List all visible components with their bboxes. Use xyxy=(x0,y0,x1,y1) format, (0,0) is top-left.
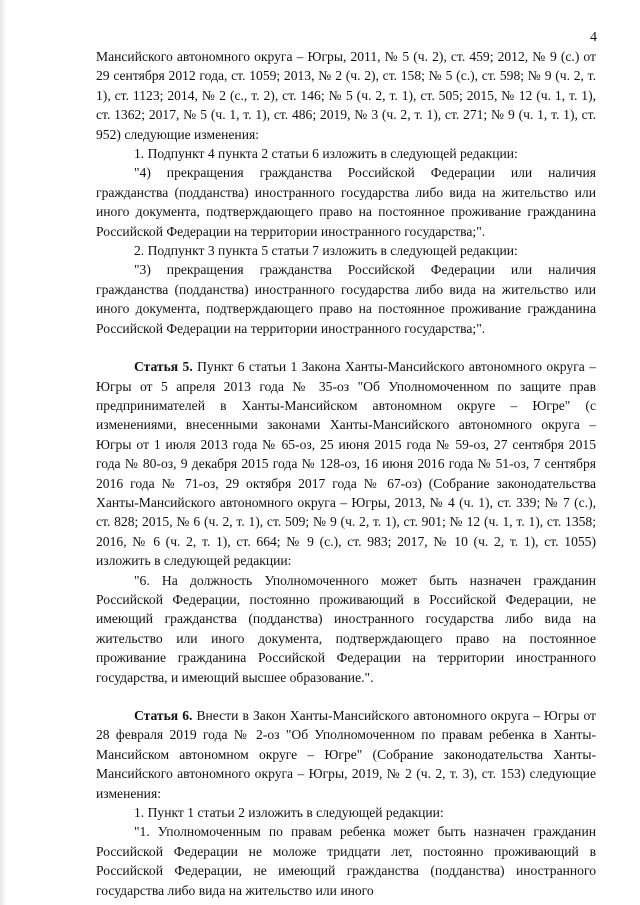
article-6-text: Внести в Закон Ханты-Мансийского автономного округа – Югры от 28 февраля 2019 года № 2-оз "Об Уполномоченном по правам ребенка в Ханты-Мансийском автономном округе – Югре" (Собрание законодательства Ханты-Мансийского автономного округа – Югры, 2019, № 2 (ч. 2, т. 3), ст. 153) следующие изменения: xyxy=(96,708,596,801)
paragraph-continuation: Мансийского автономного округа – Югры, 2011, № 5 (ч. 2), ст. 459; 2012, № 9 (с.) от 29 сентября 2012 года, ст. 1059; 2013, № 2 (ч. 2), ст. 158; № 5 (с.), ст. 598; № 9 (ч. 2, т. 1), ст. 1123; 2014, № 2 (с., т. 2), ст. 146; № 5 (ч. 2, т. 1), ст. 505; 2015, № 12 (ч. 1, т. 1), ст. 1362; 2017, № 5 (ч. 1, т. 1), ст. 486; 2019, № 3 (ч. 2, т. 1), ст. 271; № 9 (ч. 1, т. 1), ст. 952) следующие изменения: xyxy=(96,49,596,142)
article-6-label: Статья 6. xyxy=(134,708,193,723)
page-number: 4 xyxy=(590,30,597,45)
scan-edge-shadow xyxy=(0,0,6,905)
document-body xyxy=(96,47,596,900)
article-6-item-1: 1. Пункт 1 статьи 2 изложить в следующей редакции: xyxy=(134,805,444,821)
article-5 xyxy=(96,357,596,570)
amendment-item-1: 1. Подпункт 4 пункта 2 статьи 6 изложить в следующей редакции: xyxy=(134,146,518,162)
article-6-quote: "1. Уполномоченным по правам ребенка может быть назначен гражданин Российской Федерации не моложе тридцати лет, постоянно проживающий в Российской Федерации, не имеющий гражданства (подданства) иностранного государства либо вида на жительство или иного xyxy=(96,824,596,898)
article-5-text: Пункт 6 статьи 1 Закона Ханты-Мансийского автономного округа – Югры от 5 апреля 2013 года № 35-оз "Об Уполномоченном по защите прав предпринимателей в Ханты-Мансийском автономном округе – Югре" (с изменениями, внесенными законами Ханты-Мансийского автономного округа – Югры от 1 июля 2013 года № 65-оз, 25 июня 2015 года № 59-оз, 27 сентября 2015 года № 80-оз, 9 декабря 2015 года № 128-оз, 16 июня 2016 года № 51-оз, 7 сентября 2016 года № 71-оз, 29 октября 2017 года № 67-оз) (Собрание законодательства Ханты-Мансийского автономного округа – Югры, 2013, № 4 (ч. 1), ст. 339; № 7 (с.), ст. 828; 2015, № 6 (ч. 2, т. 1), ст. 509; № 9 (ч. 2, т. 1), ст. 901; № 12 (ч. 1, т. 1), ст. 1358; 2016, № 6 (ч. 2, т. 1), ст. 664; № 9 (с.), ст. 983; 2017, № 10 (ч. 2, т. 1), ст. 1055) изложить в следующей редакции: xyxy=(96,359,596,569)
article-6 xyxy=(96,706,596,803)
article-5-label: Статья 5. xyxy=(134,359,193,375)
amendment-quote-2: "3) прекращения гражданства Российской Федерации или наличия гражданства (подданства) иностранного государства либо вида на жительство или иного документа, подтверждающего право на постоянное проживание гражданина Российской Федерации на территории иностранного государства;". xyxy=(96,262,596,336)
amendment-item-2: 2. Подпункт 3 пункта 5 статьи 7 изложить в следующей редакции: xyxy=(134,243,518,259)
amendment-quote-1: "4) прекращения гражданства Российской Федерации или наличия гражданства (подданства) иностранного государства либо вида на жительство или иного документа, подтверждающего право на постоянное проживание гражданина Российской Федерации на территории иностранного государства;". xyxy=(96,165,596,239)
article-5-quote: "6. На должность Уполномоченного может быть назначен гражданин Российской Федерации, постоянно проживающий в Российской Федерации, не имеющий гражданства (подданства) иностранного государства либо вида на жительство или иного документа, подтверждающего право на постоянное проживание гражданина Российской Федерации на территории иностранного государства, и имеющий высшее образование.". xyxy=(96,572,596,685)
